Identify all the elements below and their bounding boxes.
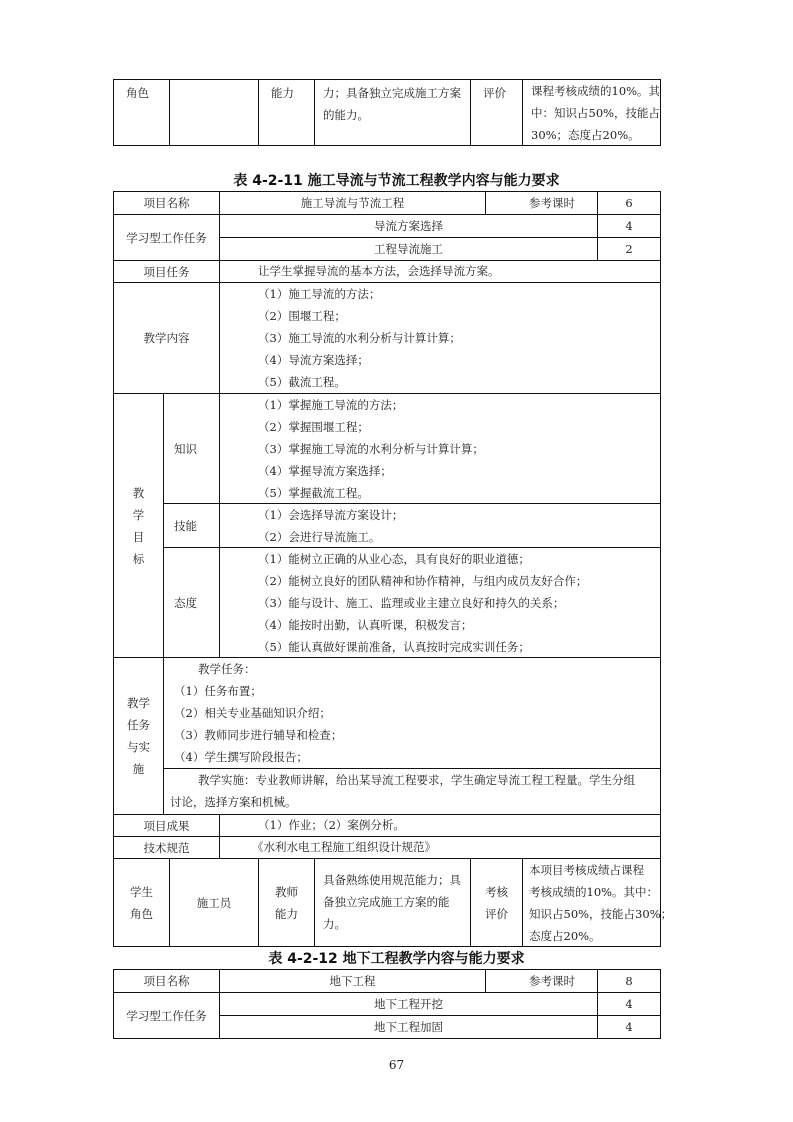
impl-label-line: 与实: [127, 740, 150, 754]
attitude-label-text: 态度: [174, 595, 197, 610]
project-task-label-text: 项目任务: [143, 264, 190, 279]
eval-line: 课程考核成绩的10%。其: [531, 84, 661, 98]
ref-hours-label-text: 参考课时: [529, 196, 575, 210]
standard-label: [113, 836, 220, 859]
student-role-label-line: 角色: [130, 906, 153, 921]
skill-item: （2）会进行导流施工。: [258, 530, 381, 544]
work-task-hours-text: 4: [625, 1020, 633, 1034]
goals-label-char: 教: [132, 485, 145, 500]
knowledge-label: [163, 393, 220, 504]
work-tasks-label-text: 学习型工作任务: [126, 230, 207, 245]
goals-label-char: 目: [132, 529, 145, 544]
assessment-line: 知识占50%，技能占30%；: [529, 907, 673, 921]
attitude-item: （1）能树立正确的从业心态，具有良好的职业道德；: [258, 552, 530, 566]
impl-label-line: 施: [132, 762, 145, 776]
content-item: （2）围堰工程；: [258, 309, 346, 323]
work-task-name-text: 地下工程开挖: [374, 997, 443, 1011]
impl-label-line: 任务: [127, 718, 150, 732]
work-task-hours-text: 2: [625, 242, 633, 256]
table-12-caption: 表 4-2-12 地下工程教学内容与能力要求: [268, 951, 525, 967]
teaching-impl: [163, 768, 661, 815]
work-task-hours: [597, 992, 661, 1016]
knowledge-item: （3）掌握施工导流的水利分析与计算计算；: [258, 442, 484, 456]
work-task-name-text: 导流方案选择: [374, 219, 443, 233]
assessment-line: 考核成绩的10%。其中：: [529, 885, 659, 899]
knowledge-item: （4）掌握导流方案选择；: [258, 464, 392, 478]
work-task-name-text: 地下工程加固: [374, 1020, 443, 1034]
teacher-ability-line: 力。: [323, 917, 346, 931]
work-task-hours: [597, 214, 661, 238]
outcome-label-text: 项目成果: [143, 818, 190, 833]
teacher-ability-line: 备独立完成施工方案的能: [323, 895, 450, 909]
skill-label: [163, 503, 220, 548]
teacher-ability-label-line: 教师: [275, 884, 298, 899]
goals-label-char: 学: [132, 507, 145, 522]
project-name-value: [219, 969, 486, 993]
project-name-label-text: 项目名称: [143, 196, 190, 210]
attitude-label: [163, 547, 220, 658]
content-label: [113, 282, 220, 394]
project-task-value: [219, 260, 661, 283]
role-value-cell: [169, 79, 259, 146]
ref-hours-text: 6: [625, 196, 633, 210]
content-item: （3）施工导流的水利分析与计算计算；: [258, 331, 461, 345]
teaching-task-item: （1）任务布置；: [174, 684, 262, 698]
content-item: （5）截流工程。: [258, 375, 346, 389]
ability-label: 能力: [271, 86, 294, 100]
standard-value: [219, 836, 661, 859]
content-item: （4）导流方案选择；: [258, 353, 369, 367]
assessment-line: 态度占20%。: [529, 929, 601, 943]
project-name-text: 施工导流与节流工程: [300, 196, 405, 210]
work-tasks-label-text: 学习型工作任务: [126, 1008, 207, 1023]
outcome-text: （1）作业；（2）案例分析。: [258, 818, 405, 832]
table-11-caption: 表 4-2-11 施工导流与节流工程教学内容与能力要求: [233, 173, 560, 189]
student-role-text: 施工员: [196, 895, 232, 910]
work-tasks-label: [113, 992, 220, 1039]
eval-label-cell: [470, 79, 523, 146]
assessment-label: [470, 858, 523, 947]
teaching-tasks: [163, 657, 661, 769]
content-list: [219, 282, 661, 394]
knowledge-item: （1）掌握施工导流的方法；: [258, 398, 404, 412]
assessment-line: 本项目考核成绩占课程: [529, 863, 644, 877]
skill-list: [219, 503, 661, 548]
attitude-item: （3）能与设计、施工、监理或业主建立良好和持久的关系；: [258, 596, 565, 610]
role-label-cell: [113, 79, 170, 146]
knowledge-list: [219, 393, 661, 504]
ref-hours-value: [597, 191, 661, 215]
project-name-label-text: 项目名称: [143, 974, 190, 988]
student-role-label: [113, 858, 170, 947]
attitude-item: （5）能认真做好课前准备，认真按时完成实训任务；: [258, 640, 530, 654]
content-label-text: 教学内容: [143, 331, 190, 345]
teaching-tasks-title: 教学任务：: [198, 662, 256, 676]
eval-text-cell: [522, 79, 661, 146]
outcome-value: [219, 814, 661, 837]
eval-line: 30%；态度占20%。: [531, 128, 640, 142]
ref-hours-value: [597, 969, 661, 993]
ability-text-cell: [314, 79, 471, 146]
role-label: 角色: [126, 86, 149, 100]
knowledge-item: （2）掌握围堰工程；: [258, 420, 369, 434]
ability-line: 的能力。: [323, 108, 369, 122]
impl-label: [113, 657, 164, 815]
work-task-name: [219, 1015, 598, 1039]
work-task-hours-text: 4: [625, 997, 633, 1011]
outcome-label: [113, 814, 220, 837]
standard-label-text: 技术规范: [143, 840, 190, 855]
student-role-label-line: 学生: [130, 884, 153, 899]
student-role-value: [169, 858, 259, 947]
knowledge-item: （5）掌握截流工程。: [258, 486, 369, 500]
skill-label-text: 技能: [174, 518, 197, 533]
teaching-impl-line: 教学实施：专业教师讲解，给出某导流工程要求，学生确定导流工程工程量。学生分组: [198, 773, 635, 787]
assessment-value: [522, 858, 673, 947]
work-tasks-label: [113, 214, 220, 261]
work-task-hours: [597, 237, 661, 261]
eval-line: 中：知识占50%，技能占: [531, 106, 661, 120]
work-task-hours: [597, 1015, 661, 1039]
project-name-label: [113, 969, 220, 993]
work-task-name: [219, 992, 598, 1016]
project-name-label: [113, 191, 220, 215]
work-task-hours-text: 4: [625, 219, 633, 233]
knowledge-label-text: 知识: [174, 441, 197, 456]
project-task-text: 让学生掌握导流的基本方法，会选择导流方案。: [258, 264, 500, 278]
skill-item: （1）会选择导流方案设计；: [258, 508, 404, 522]
attitude-item: （2）能树立良好的团队精神和协作精神，与组内成员友好合作；: [258, 574, 588, 588]
eval-label: 评价: [483, 86, 506, 100]
teaching-impl-line: 讨论，选择方案和机械。: [170, 795, 297, 809]
ability-line: 力；具备独立完成施工方案: [323, 86, 461, 100]
standard-text: 《水利水电工程施工组织设计规范》: [252, 840, 436, 854]
work-task-name: [219, 237, 598, 261]
teaching-task-item: （4）学生撰写阶段报告；: [174, 750, 308, 764]
page-number: 67: [388, 1058, 405, 1072]
ref-hours-label: [485, 191, 598, 215]
project-name-value: [219, 191, 486, 215]
goals-label: [113, 393, 164, 658]
work-task-name: [219, 214, 598, 238]
teacher-ability-label: [258, 858, 315, 947]
project-task-label: [113, 260, 220, 283]
teacher-ability-line: 具备熟练使用规范能力；具: [323, 873, 461, 887]
attitude-list: [219, 547, 661, 658]
ability-label-cell: [258, 79, 315, 146]
teaching-task-item: （2）相关专业基础知识介绍；: [174, 706, 331, 720]
teacher-ability-value: [314, 858, 471, 947]
assessment-label-line: 考核: [485, 884, 508, 899]
ref-hours-text: 8: [625, 974, 633, 988]
work-task-name-text: 工程导流施工: [374, 242, 443, 256]
attitude-item: （4）能按时出勤，认真听课，积极发言；: [258, 618, 473, 632]
ref-hours-label-text: 参考课时: [529, 974, 575, 988]
assessment-label-line: 评价: [485, 906, 508, 921]
project-name-text: 地下工程: [329, 974, 376, 988]
teacher-ability-label-line: 能力: [275, 906, 298, 921]
content-item: （1）施工导流的方法；: [258, 287, 381, 301]
goals-label-char: 标: [132, 551, 145, 566]
ref-hours-label: [485, 969, 598, 993]
impl-label-line: 教学: [127, 696, 150, 710]
teaching-task-item: （3）教师同步进行辅导和检查；: [174, 728, 343, 742]
